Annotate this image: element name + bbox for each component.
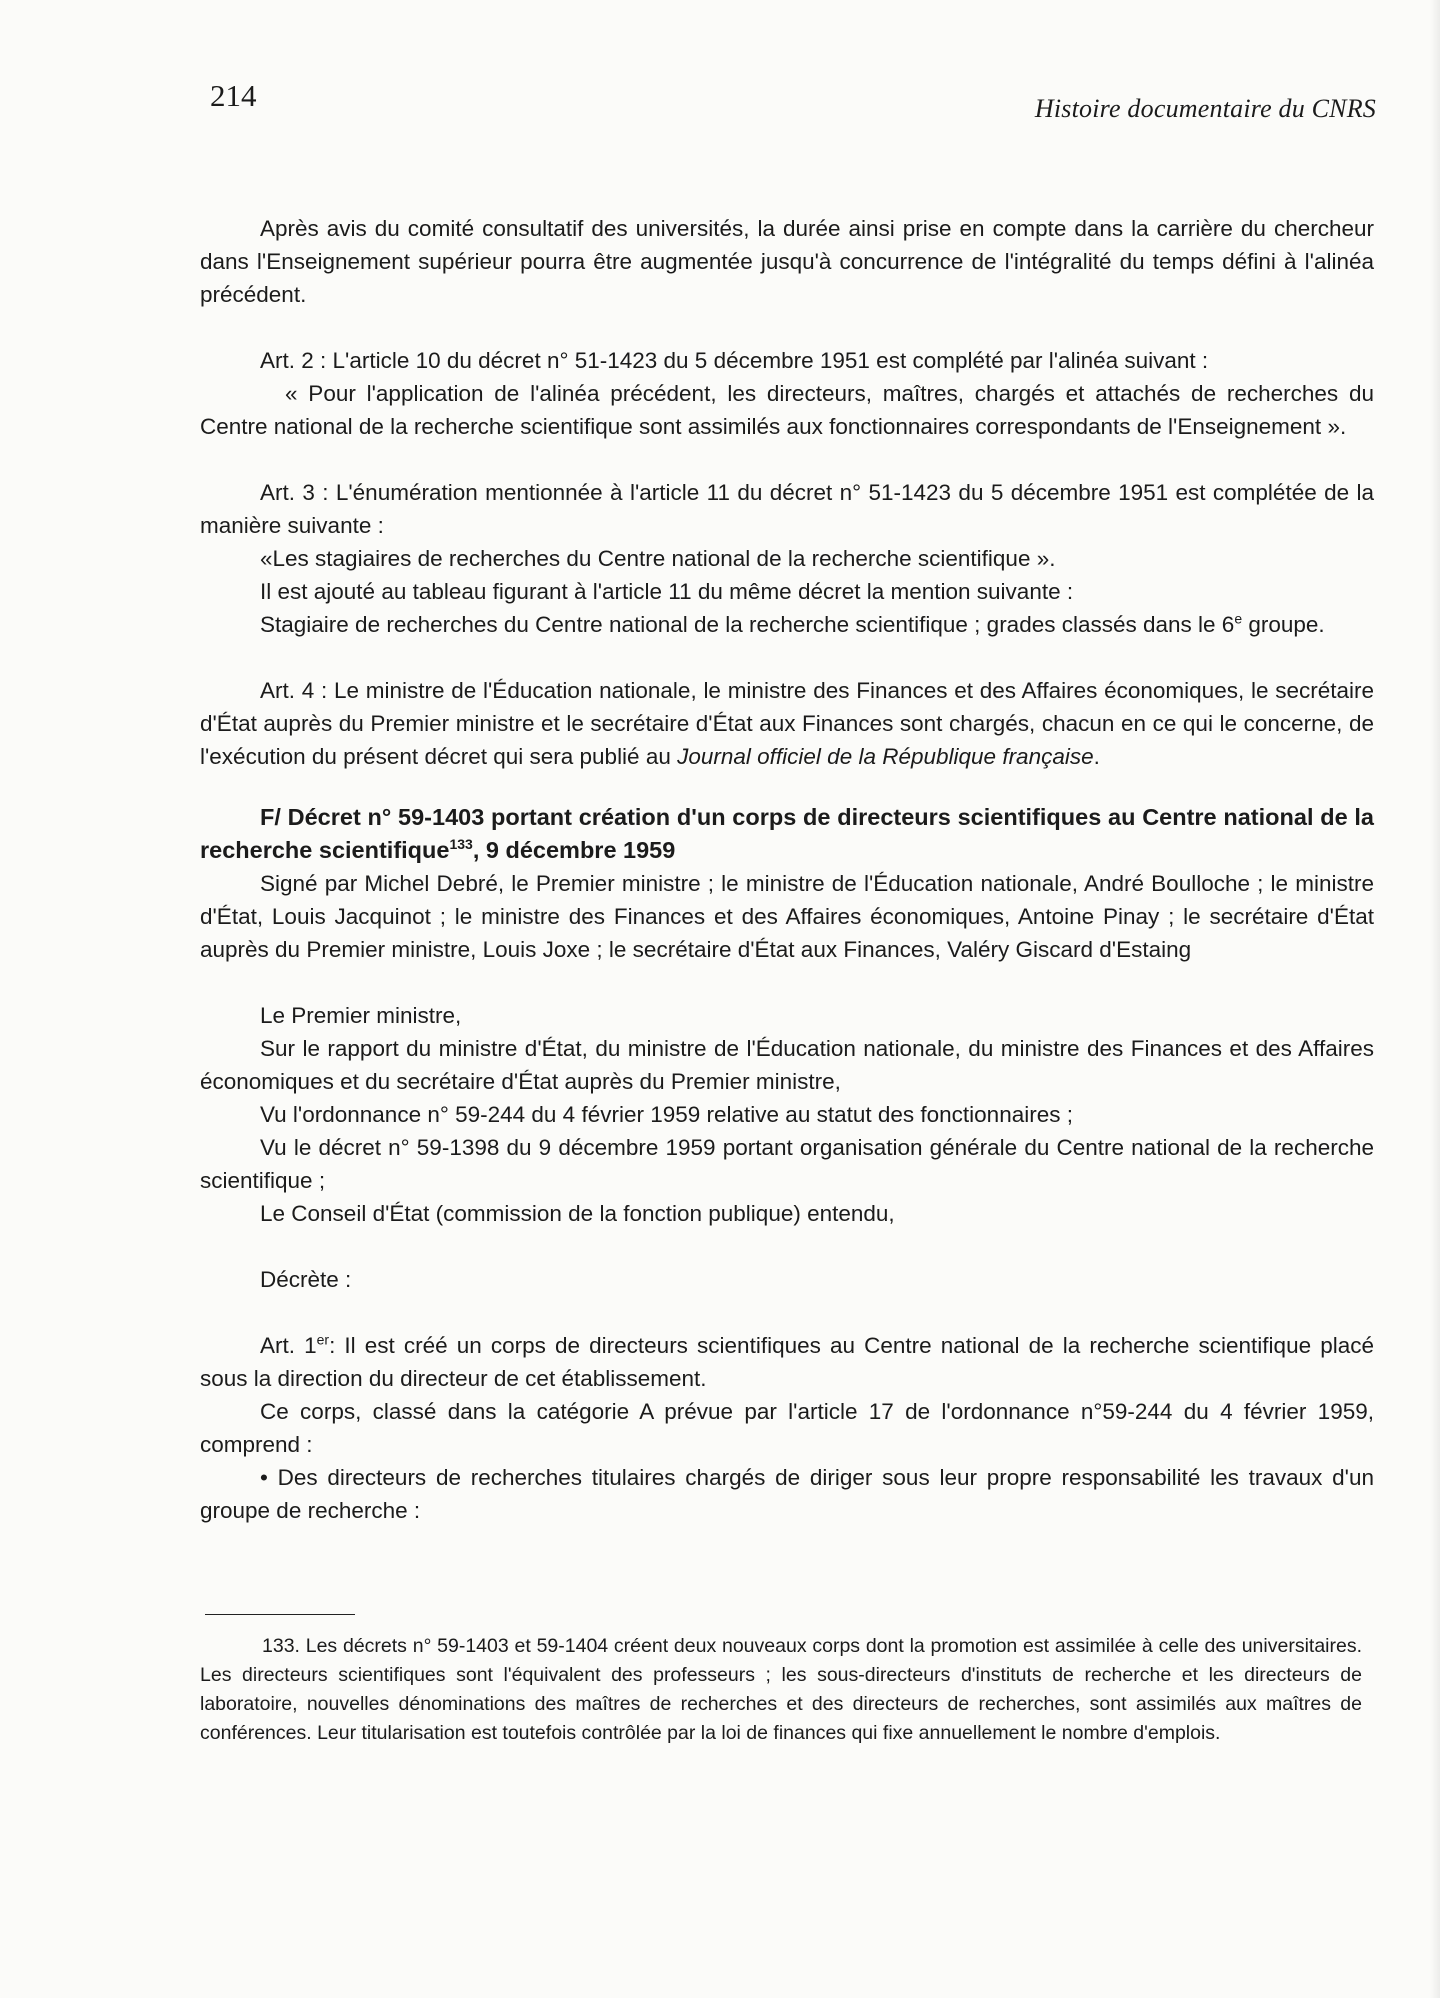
footnote-reference: 133: [449, 836, 473, 853]
sur-le-rapport: Sur le rapport du ministre d'État, du ministre de l'Éducation nationale, du ministre des Finances et des Affaires économiques et du secrétaire d'État auprès du Premier ministre,: [200, 1036, 1374, 1094]
footnote-text: Les décrets n° 59-1403 et 59-1404 créent deux nouveaux corps dont la promotion est assimilée à celle des universitaires. Les directeurs scientifiques sont l'équivalent des professeurs ; les sous-directeurs d'instituts de recherche et les directeurs de laboratoire, nouvelles dénominations des maîtres de recherches et des directeurs de recherches, sont assimilés aux maîtres de conférences. Leur titularisation est toutefois contrôlée par la loi de finances qui fixe annuellement le nombre d'emplois.: [200, 1635, 1362, 1744]
article-1-prefix: Art. 1: [260, 1333, 317, 1358]
body-text: [200, 212, 1374, 1527]
footnote-133: [200, 1632, 1362, 1748]
section-heading-text: F/ Décret n° 59-1403 portant création d'un corps de directeurs scientifiques au Centre national de la recherche scientifique: [200, 804, 1374, 863]
page-edge-shadow: [1430, 0, 1440, 1998]
decrete: Décrète :: [260, 1267, 352, 1292]
article-3-quote: «Les stagiaires de recherches du Centre national de la recherche scientifique ».: [260, 546, 1056, 571]
premier-ministre: Le Premier ministre,: [260, 1003, 462, 1028]
article-2: Art. 2 : L'article 10 du décret n° 51-1423 du 5 décembre 1951 est complété par l'alinéa suivant :: [260, 348, 1209, 373]
paragraph-avis: Après avis du comité consultatif des universités, la durée ainsi prise en compte dans la carrière du chercheur dans l'Enseignement supérieur pourra être augmentée jusqu'à concurrence de l'intégralité du temps défini à l'alinéa précédent.: [200, 216, 1374, 307]
vu-decret: Vu le décret n° 59-1398 du 9 décembre 1959 portant organisation générale du Centre national de la recherche scientifique ;: [200, 1135, 1374, 1193]
ordinal-superscript: e: [1234, 610, 1243, 627]
conseil-etat: Le Conseil d'État (commission de la fonction publique) entendu,: [260, 1201, 895, 1226]
article-1-superscript: er: [316, 1331, 330, 1348]
article-3-added: Il est ajouté au tableau figurant à l'article 11 du même décret la mention suivante :: [260, 579, 1074, 604]
article-3-mention-end: groupe.: [1242, 612, 1325, 637]
article-2-quote: « Pour l'application de l'alinéa précédent, les directeurs, maîtres, chargés et attachés de recherches du Centre national de la recherche scientifique sont assimilés aux fonctionnaires correspondants de l'Enseignement ».: [200, 381, 1374, 439]
journal-officiel: Journal officiel de la République française: [677, 744, 1094, 769]
section-heading-date: , 9 décembre 1959: [472, 837, 676, 863]
signatories: Signé par Michel Debré, le Premier ministre ; le ministre de l'Éducation nationale, André Boulloche ; le ministre d'État, Louis Jacquinot ; le ministre des Finances et des Affaires économiques, Antoine Pinay ; le secrétaire d'État auprès du Premier ministre, Louis Joxe ; le secrétaire d'État aux Finances, Valéry Giscard d'Estaing: [200, 871, 1374, 962]
vu-ordonnance: Vu l'ordonnance n° 59-244 du 4 février 1959 relative au statut des fonctionnaires ;: [260, 1102, 1073, 1127]
article-4: [200, 674, 1374, 773]
corps-composition: Ce corps, classé dans la catégorie A prévue par l'article 17 de l'ordonnance n°59-244 du 4 février 1959, comprend :: [200, 1399, 1374, 1457]
article-3-mention: [200, 608, 1374, 641]
article-4-end: .: [1093, 744, 1100, 769]
article-3-mention-text: Stagiaire de recherches du Centre national de la recherche scientifique ; grades classés dans le 6: [260, 612, 1235, 637]
footnote-number: 133.: [262, 1635, 300, 1657]
article-1: [200, 1329, 1374, 1395]
page-number: 214: [210, 78, 257, 113]
footnote-separator: [205, 1614, 355, 1615]
running-title: Histoire documentaire du CNRS: [1034, 94, 1376, 123]
article-3: Art. 3 : L'énumération mentionnée à l'article 11 du décret n° 51-1423 du 5 décembre 1951 est complétée de la manière suivante :: [200, 480, 1374, 538]
article-1-text: : Il est créé un corps de directeurs scientifiques au Centre national de la recherche scientifique placé sous la direction du directeur de cet établissement.: [200, 1333, 1374, 1391]
bullet-directeurs: • Des directeurs de recherches titulaires chargés de diriger sous leur propre responsabilité les travaux d'un groupe de recherche :: [200, 1465, 1374, 1523]
article-4-text: Art. 4 : Le ministre de l'Éducation nationale, le ministre des Finances et des Affaires économiques, le secrétaire d'État auprès du Premier ministre et le secrétaire d'État aux Finances sont chargés, chacun en ce qui le concerne, de l'exécution du présent décret qui sera publié au: [200, 678, 1374, 769]
section-heading: [200, 801, 1374, 867]
